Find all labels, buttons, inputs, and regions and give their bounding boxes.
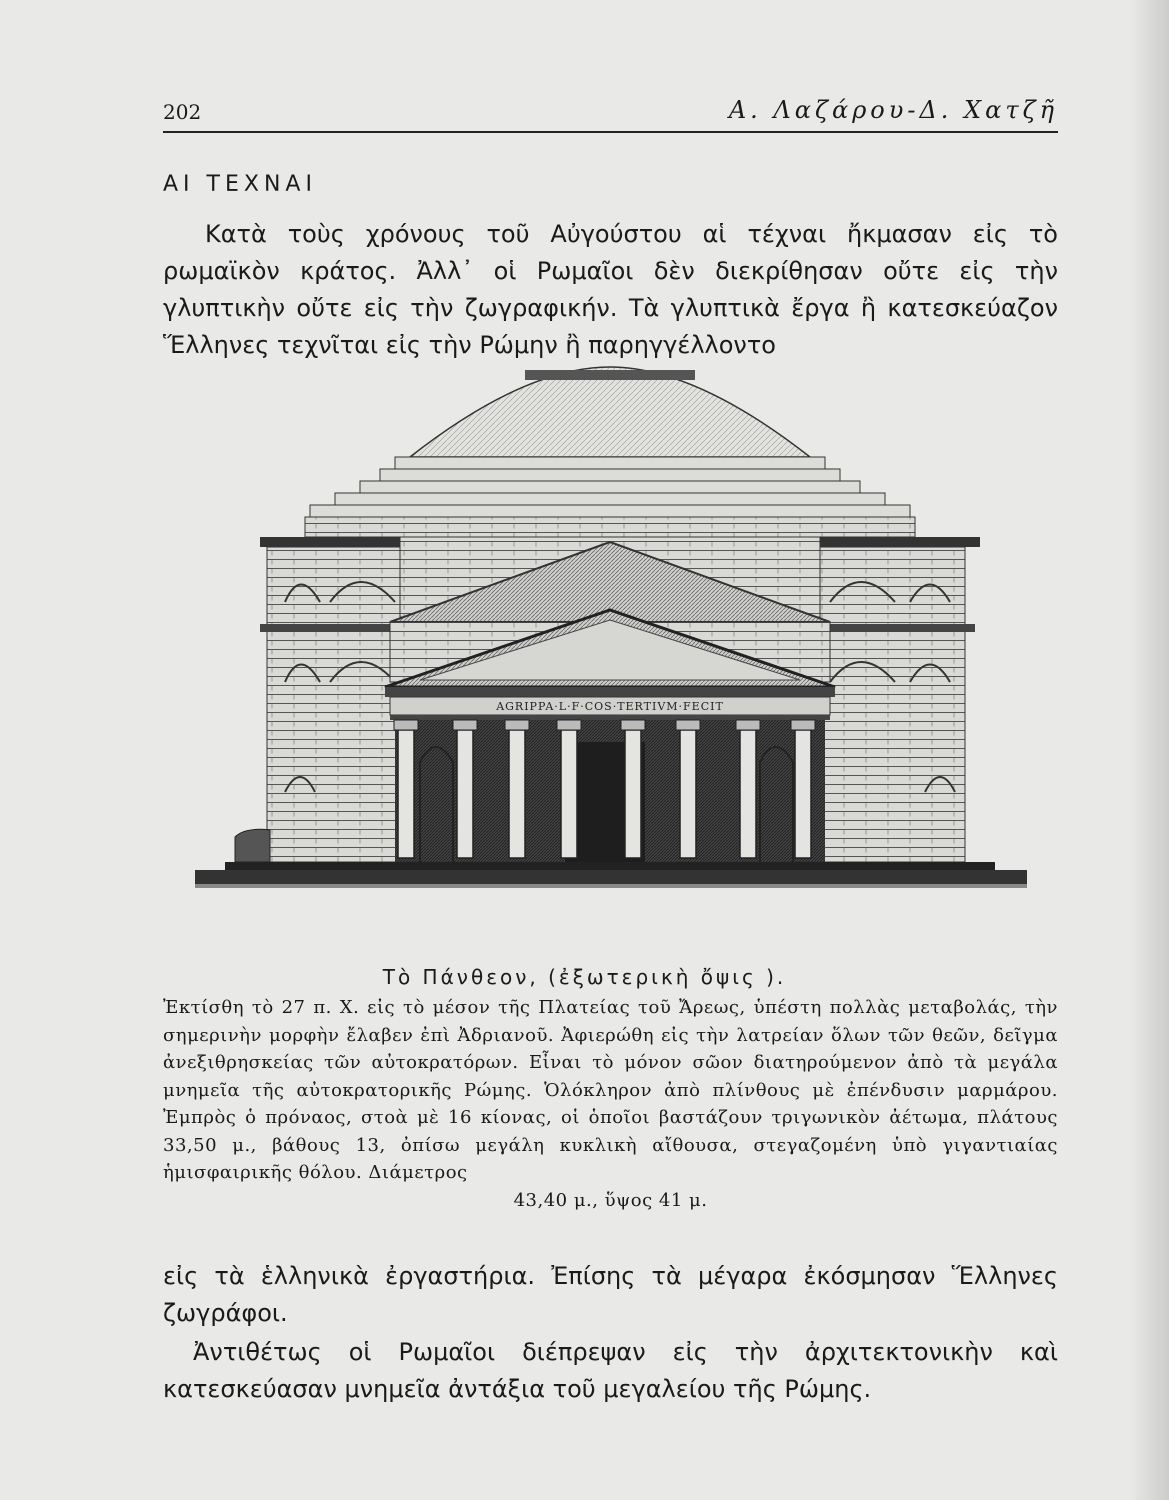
figure-caption-title: Τὸ Πάνθεον, (ἐξωτερικὴ ὄψις ). (382, 965, 787, 989)
figure-caption-text (163, 994, 1058, 1214)
header-rule (163, 131, 1058, 133)
page-number: 202 (163, 100, 202, 124)
running-head: Α. Λαζάρου-Δ. Χατζῆ (728, 96, 1058, 124)
paragraph-3: Ἀντιθέτως οἱ Ρωμαῖοι διέπρεψαν εἰς τὴν ἀρχιτεκτονικὴν καὶ κατεσκεύασαν μνημεῖα ἀντάξια τοῦ μεγαλείου τῆς Ρώμης. (163, 1338, 1058, 1403)
caption-body: Ἐκτίσθη τὸ 27 π. Χ. εἰς τὸ μέσον τῆς Πλατείας τοῦ Ἄρεως, ὑπέστη πολλὰς μεταβολάς, τὴν σημερινὴν μορφὴν ἔλαβεν ἐπὶ Ἀδριανοῦ. Ἀφιερώθη εἰς τὴν λατρείαν ὅλων τῶν θεῶν, δεῖγμα ἀνεξιθρησκείας τῶν αὐτοκρατόρων. Εἶναι τὸ μόνον σῶον διατηρούμενον ἀπὸ τὰ μεγάλα μνημεῖα τῆς αὐτοκρατορικῆς Ρώμης. Ὁλόκληρον ἀπὸ πλίνθους μὲ ἐπένδυσιν μαρμάρου. Ἐμπρὸς ὁ πρόναος, στοὰ μὲ 16 κίονας, οἱ ὁποῖοι βαστάζουν τριγωνικὸν ἀέτωμα, πλάτους 33,50 μ., βάθους 13, ὀπίσω μεγάλη κυκλικὴ αἴθουσα, στεγαζομένη ὑπὸ γιγαντιαίας ἡμισφαιρικῆς θόλου. Διάμετρος (163, 997, 1058, 1183)
pantheon-illustration (195, 362, 1027, 897)
paragraph-2: εἰς τὰ ἑλληνικὰ ἐργαστήρια. Ἐπίσης τὰ μέγαρα ἐκόσμησαν Ἕλληνες ζωγράφοι. (163, 1262, 1058, 1327)
section-title: ΑΙ ΤΕΧΝΑΙ (163, 172, 317, 197)
page-edge-shadow (1129, 0, 1169, 1500)
page-header (163, 96, 1058, 130)
caption-last-line: 43,40 μ., ὕψος 41 μ. (513, 1189, 708, 1211)
paragraph-1: Κατὰ τοὺς χρόνους τοῦ Αὐγούστου αἱ τέχναι ἤκμασαν εἰς τὸ ρωμαϊκὸν κράτος. Ἀλλ᾽ οἱ Ρωμαῖοι δὲν διεκρίθησαν οὔτε εἰς τὴν γλυπτικὴν οὔτε εἰς τὴν ζωγραφικήν. Τὰ γλυπτικὰ ἔργα ἢ κατεσκεύαζον Ἕλληνες τεχνῖται εἰς τὴν Ρώμην ἢ παρηγγέλλοντο (163, 220, 1058, 359)
portico-inscription: AGRIPPA·L·F·COS·TERTIVM·FECIT (496, 700, 724, 713)
